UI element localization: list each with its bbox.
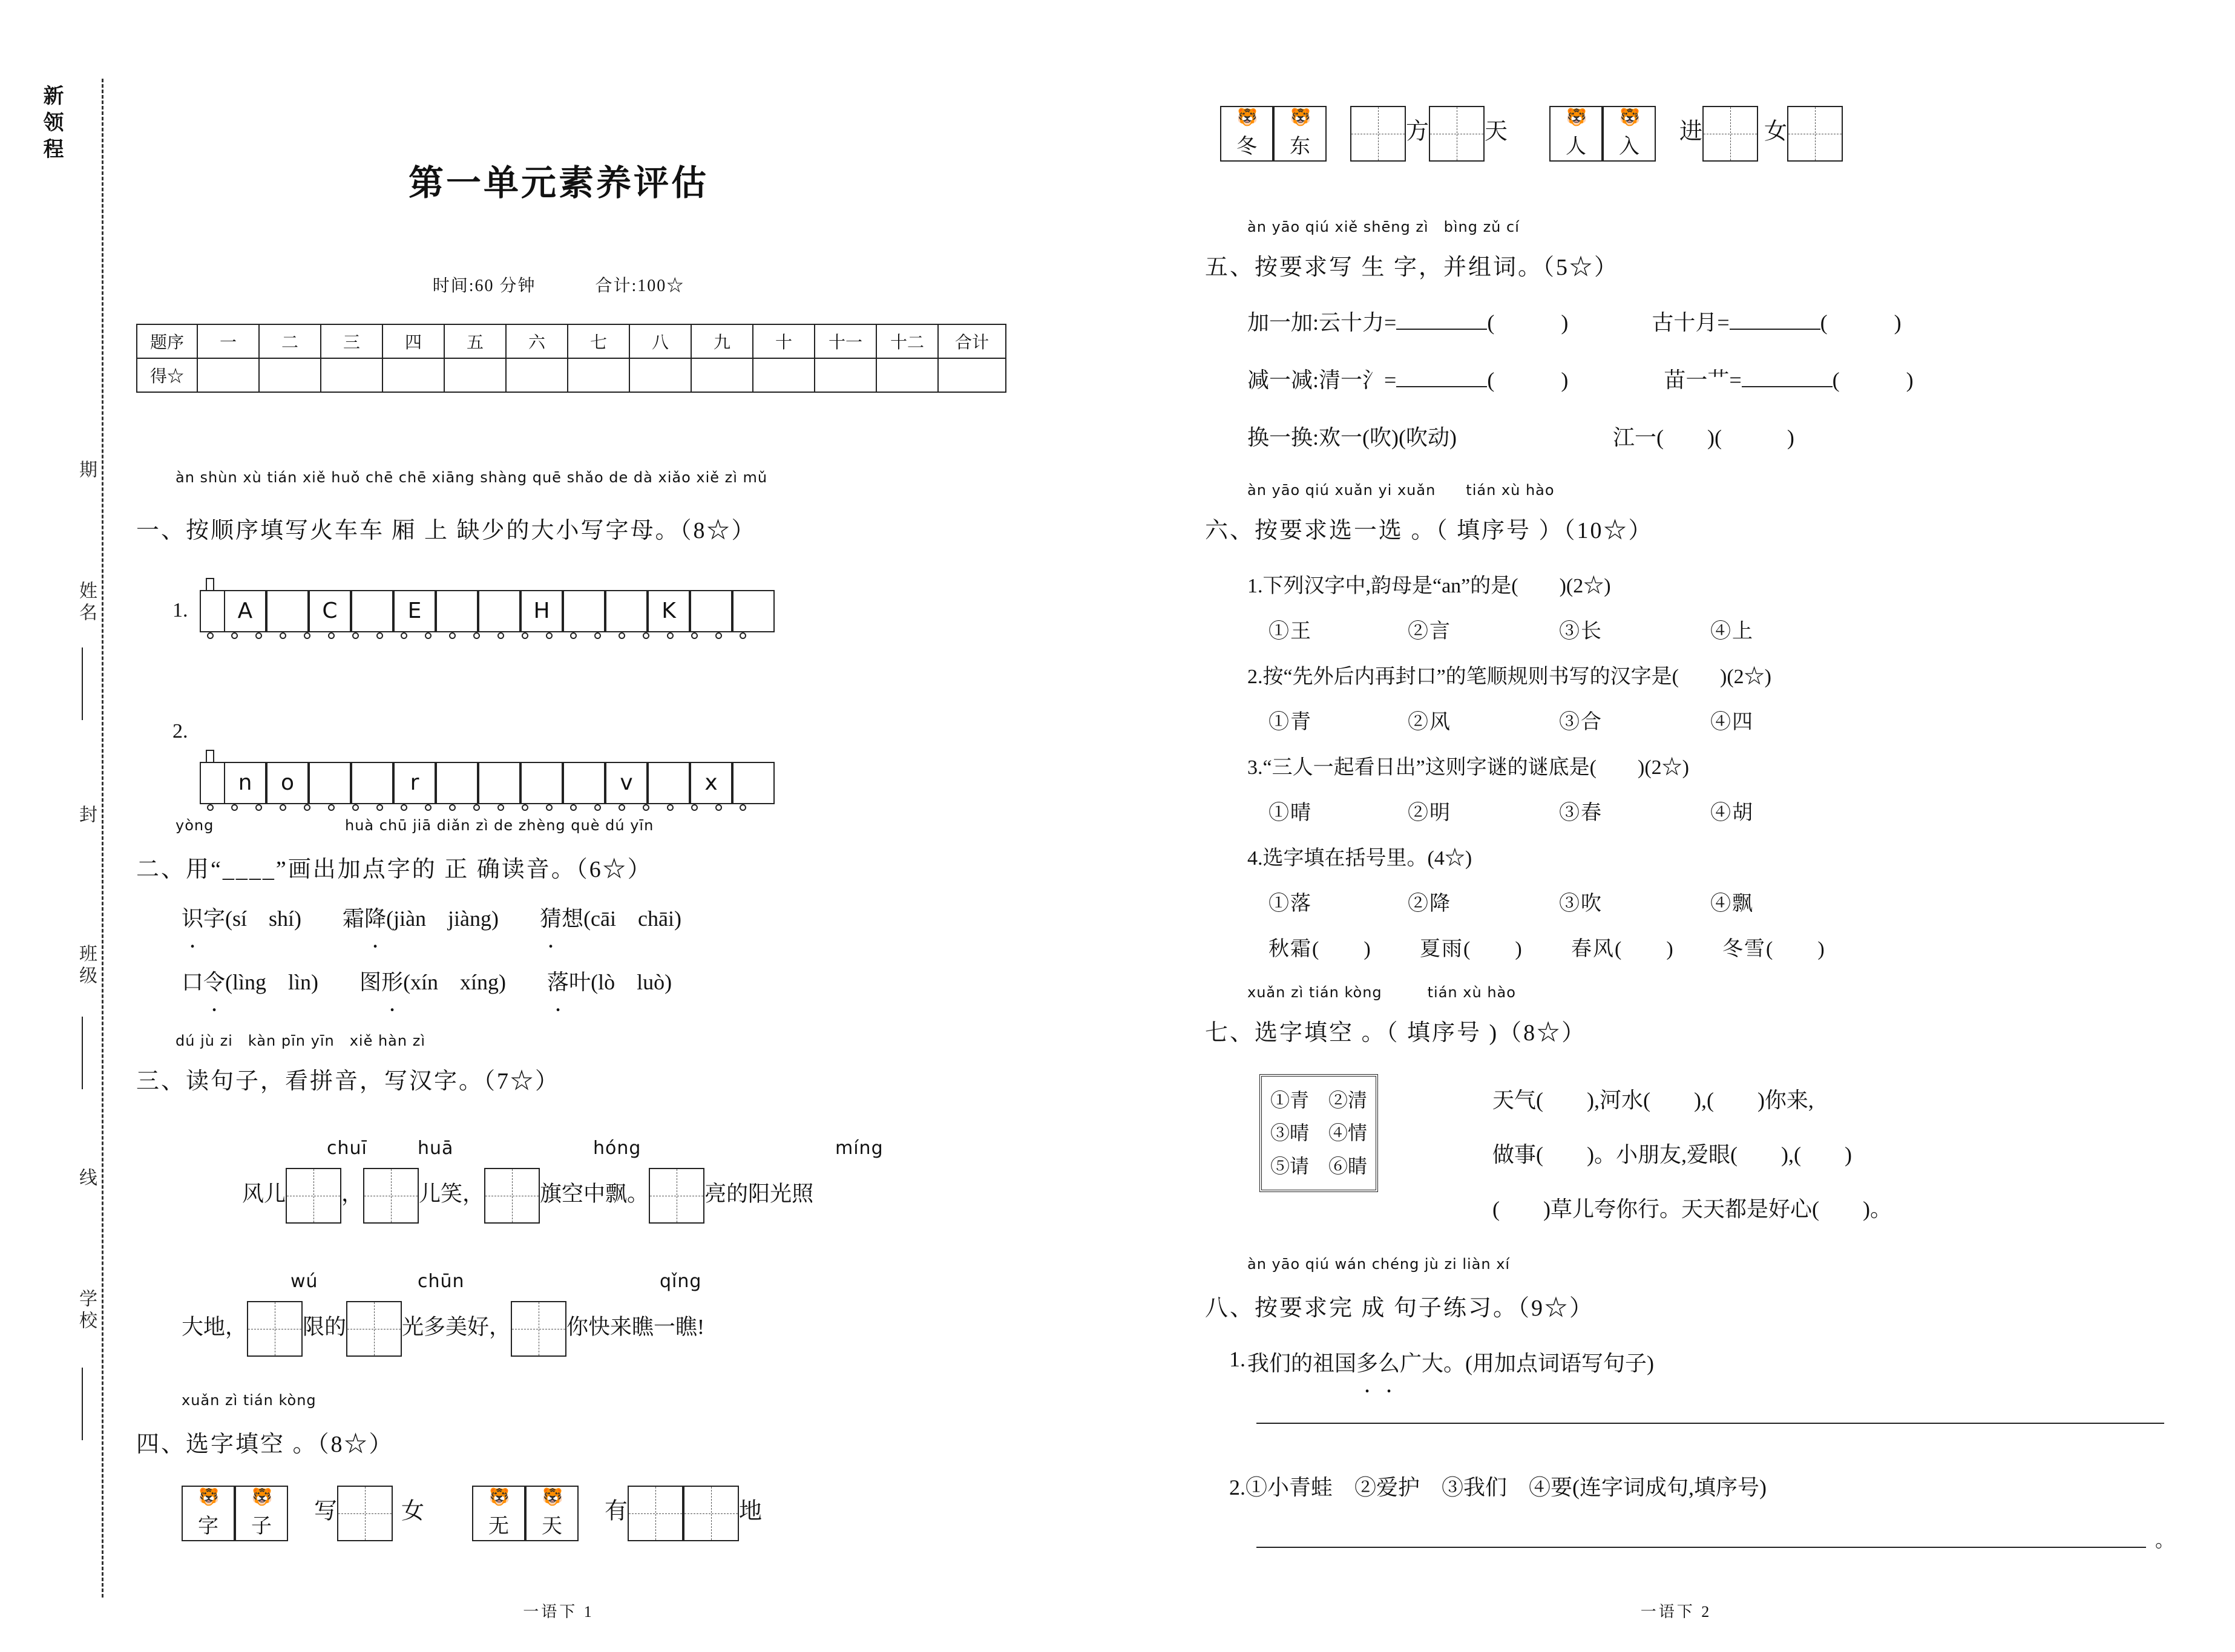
score-col-8: 八 [629, 324, 691, 358]
q7-opt-line-2: ③晴 ④情 [1270, 1122, 1368, 1144]
q5-row-3 [1247, 421, 1794, 451]
q3-l2-box1[interactable] [247, 1301, 303, 1357]
q3-l2-t3: 光多美好， [402, 1314, 511, 1339]
q8-answer-line-1[interactable] [1256, 1422, 2164, 1424]
score-table-header-row [137, 324, 1006, 358]
q6-i1-o2[interactable]: ②言 [1408, 620, 1451, 643]
q2-row-2 [182, 965, 672, 996]
q1-stem: 一、按顺序填写火车车 厢 上 缺少的大小写字母。（8☆） [136, 518, 756, 543]
q1-r1-c11[interactable]: K [648, 590, 690, 632]
q4-g2-label: 有 [605, 1498, 628, 1524]
score-value-3[interactable] [321, 358, 382, 392]
score-value-12[interactable] [876, 358, 938, 392]
q4b-box4[interactable] [1787, 106, 1843, 162]
q3-l1-box2[interactable] [363, 1168, 419, 1224]
q6-i4-o2[interactable]: ②降 [1408, 893, 1451, 915]
q8-trailing-punct: 。 [2155, 1529, 2175, 1551]
q4b-t1: 方 [1406, 119, 1429, 145]
score-col-10: 十 [753, 324, 815, 358]
q6-i2-o1[interactable]: ①青 [1268, 711, 1312, 733]
right-page [1117, 0, 2235, 1652]
q6-i3-o2[interactable]: ②明 [1408, 802, 1451, 824]
q1-r2-c3[interactable] [309, 762, 351, 804]
tiger-char-box-wu: 🐯 无 [472, 1486, 525, 1541]
q6-i4-o1[interactable]: ①落 [1268, 893, 1312, 915]
tiger-char-box-dong2: 🐯 东 [1273, 106, 1327, 162]
q6-i2-o3[interactable]: ③合 [1559, 711, 1603, 733]
q3-l1-p4: míng [835, 1138, 884, 1159]
q5-r3-right[interactable]: 江一( )( ) [1612, 425, 1794, 450]
q4b-t2: 天 [1485, 119, 1508, 145]
q3-l1-p2: huā [418, 1138, 454, 1159]
class-write-line [82, 1017, 83, 1089]
q3-l1-box3[interactable] [484, 1168, 540, 1224]
score-col-7: 七 [568, 324, 629, 358]
tiger-char-box-tian: 🐯 天 [525, 1486, 579, 1541]
q3-l2-box2[interactable] [346, 1301, 402, 1357]
q6-stem: 六、按要求选一选 。（ 填序号 ）（10☆） [1205, 518, 1653, 543]
q3-l1-p1: chuī [327, 1138, 367, 1159]
q3-l1-t2: ， [341, 1181, 364, 1206]
q4b-t3: 进 [1679, 119, 1703, 145]
q1-r2-c4[interactable] [351, 762, 393, 804]
q1-row2-label: 2. [172, 720, 188, 742]
q3-stem: 三、读句子，看拼音，写汉字。（7☆） [136, 1069, 560, 1094]
q2-item-2[interactable]: 霜降(jiàn jiàng) [343, 906, 499, 931]
q1-r1-c12[interactable] [690, 590, 732, 632]
side-class-label: 班级 [76, 944, 96, 988]
side-name-label: 姓名 [76, 581, 96, 624]
locomotive-icon [200, 590, 224, 632]
q1-r1-c5[interactable]: E [393, 590, 436, 632]
q1-r2-c5[interactable]: r [393, 762, 436, 804]
q3-l1-t5: 亮的阳光照 [704, 1181, 814, 1206]
q4-g1-after: 女 [401, 1498, 425, 1524]
q4-stem: 四、选字填空 。（8☆） [136, 1432, 394, 1457]
side-series-label: 新领程 [40, 85, 62, 165]
q5-r1-blank2[interactable] [1730, 329, 1820, 330]
q3-l1-box4[interactable] [649, 1168, 704, 1224]
score-col-12: 十二 [876, 324, 938, 358]
q4b-ch3: 人 [1566, 136, 1587, 158]
score-col-9: 九 [691, 324, 753, 358]
side-line-label: 线 [76, 1168, 96, 1190]
q3-l2-t2: 限的 [303, 1314, 347, 1339]
q2-stem: 二、用“____”画出加点字的 正 确读音。（6☆） [136, 857, 652, 882]
q6-i3-o4[interactable]: ④胡 [1710, 802, 1754, 824]
name-write-line [82, 647, 83, 720]
q6-fill-1[interactable]: 秋霜( ) [1268, 938, 1372, 960]
score-table [136, 324, 1006, 393]
q5-r2-blank2[interactable] [1742, 386, 1833, 387]
q6-fill-4[interactable]: 冬雪( ) [1722, 938, 1826, 960]
q3-l1-t1: 风儿 [242, 1181, 286, 1206]
score-col-4: 四 [382, 324, 444, 358]
q3-l2-p2: chūn [418, 1271, 465, 1292]
q5-row-1: 加一加:云十力= ( ) 古十月= ( ) [1247, 310, 1902, 335]
score-col-total: 合计 [938, 324, 1006, 358]
q1-r1-c7[interactable] [478, 590, 520, 632]
q4-g1-ch1: 字 [198, 1515, 218, 1538]
q4-g1-label: 写 [314, 1498, 338, 1524]
q4-g2-box2[interactable] [683, 1486, 739, 1541]
q1-r1-c6[interactable] [436, 590, 478, 632]
q5-r1-right: 古十月= [1652, 310, 1730, 335]
q2-item-1[interactable]: 识字(sí shí) [182, 906, 302, 931]
score-row-label: 题序 [137, 324, 197, 358]
q4-g2-ch1: 无 [488, 1515, 510, 1538]
q2-pinyin-a: yòng [176, 817, 214, 834]
q3-l2-p1: wú [290, 1271, 318, 1292]
school-write-line [82, 1368, 83, 1440]
q6-item-3-options [1268, 796, 1754, 825]
q5-r3-left: 换一换:欢一(吹)(吹动) [1247, 425, 1457, 450]
score-value-10[interactable] [753, 358, 815, 392]
tiger-char-box-zi2: 🐯 子 [235, 1486, 288, 1541]
q3-line-2 [182, 1301, 704, 1357]
q6-item-4-options [1268, 887, 1754, 916]
q1-r2-c11[interactable] [648, 762, 690, 804]
score-table-value-row [137, 358, 1006, 392]
q6-i1-o3[interactable]: ③长 [1559, 620, 1603, 643]
q8-answer-line-2[interactable] [1256, 1546, 2146, 1548]
q6-item-3-stem: 3.“三人一起看日出”这则字谜的谜底是( )(2☆) [1247, 756, 1689, 779]
q3-l1-t3: 儿笑， [419, 1181, 485, 1206]
exam-time: 时间:60 分钟 [432, 277, 536, 295]
q4b-box2[interactable] [1429, 106, 1485, 162]
q5-pinyin: àn yāo qiú xiě shēng zì bìng zǔ cí [1247, 218, 1520, 235]
side-school-label: 学校 [76, 1289, 96, 1332]
q7-opt-line-3: ⑤请 ⑥睛 [1270, 1155, 1368, 1177]
q5-r2-blank1[interactable] [1396, 386, 1487, 387]
q4-g2-ch2: 天 [542, 1515, 563, 1538]
q2-item-6[interactable]: 落叶(lò luò) [547, 970, 672, 994]
q4b-box1[interactable] [1350, 106, 1406, 162]
score-value-8[interactable] [629, 358, 691, 392]
q5-row-2: 减一减:清一氵= ( ) 苗一艹= ( ) [1247, 368, 1914, 392]
q6-i4-o3[interactable]: ③吹 [1559, 893, 1603, 915]
q1-r1-c10[interactable] [605, 590, 648, 632]
q3-pinyin: dú jù zi kàn pīn yīn xiě hàn zì [176, 1032, 425, 1049]
exam-total: 合计:100☆ [595, 277, 685, 295]
q6-item-2-options [1268, 705, 1754, 735]
q6-item-4-stem: 4.选字填在括号里。(4☆) [1247, 847, 1472, 870]
q7-line-3[interactable]: ( )草儿夸你行。天天都是好心( )。 [1492, 1197, 1892, 1221]
q6-i2-o4[interactable]: ④四 [1710, 711, 1754, 733]
q4-g2-after: 地 [739, 1498, 763, 1524]
q1-r2-c8[interactable] [520, 762, 563, 804]
q4-row [182, 1486, 762, 1541]
score-value-6[interactable] [506, 358, 568, 392]
q7-stem: 七、选字填空 。（ 填序号 )（8☆） [1205, 1020, 1587, 1046]
q2-row-1 [182, 902, 681, 933]
q3-l2-t1: 大地， [182, 1314, 248, 1339]
q1-r1-c8[interactable]: H [520, 590, 563, 632]
tiger-char-box-ru: 🐯 入 [1603, 106, 1656, 162]
q1-r2-c6[interactable] [436, 762, 478, 804]
q8-item-1: 我们的祖国多么广大。(用加点词语写句子) [1247, 1351, 1655, 1375]
q8-pinyin: àn yāo qiú wán chéng jù zi liàn xí [1247, 1256, 1511, 1273]
q6-i1-o1[interactable]: ①王 [1268, 620, 1312, 643]
q5-r1-left: 加一加:云十力= [1247, 310, 1397, 335]
score-value-4[interactable] [382, 358, 444, 392]
footer-right: 一语下 2 [1640, 1603, 1712, 1621]
score-col-1: 一 [197, 324, 259, 358]
score-value-7[interactable] [568, 358, 629, 392]
q2-item-4[interactable]: 口令(lìng lìn) [182, 970, 319, 994]
q4-pinyin: xuǎn zì tián kòng [182, 1392, 317, 1409]
score-value-1[interactable] [197, 358, 259, 392]
footer-left: 一语下 1 [523, 1603, 594, 1621]
q4-g2-box1[interactable] [628, 1486, 683, 1541]
q6-item-1-options [1268, 614, 1754, 644]
q1-r2-c9[interactable] [563, 762, 605, 804]
score-value-11[interactable] [815, 358, 876, 392]
q5-r1-blank1[interactable] [1396, 329, 1487, 330]
q8-item-1-number: 1. [1229, 1347, 1245, 1371]
q4b-t4: 女 [1764, 119, 1788, 145]
page-title: 第一单元素养评估 [408, 163, 709, 203]
q1-r1-c1[interactable]: A [224, 590, 266, 632]
q1-r1-c2[interactable] [266, 590, 309, 632]
q6-i1-o4[interactable]: ④上 [1710, 620, 1754, 643]
q4-g1-ch2: 子 [251, 1515, 272, 1538]
score-value-9[interactable] [691, 358, 753, 392]
side-seal-label: 封 [76, 805, 96, 827]
side-exam-label: 期 [76, 460, 96, 482]
left-page [0, 0, 1117, 1652]
q4b-box3[interactable] [1702, 106, 1758, 162]
q6-item-1-stem: 1.下列汉字中,韵母是“an”的是( )(2☆) [1247, 575, 1611, 597]
exam-meta [0, 272, 1117, 297]
q2-item-3[interactable]: 猜想(cāi chāi) [540, 906, 681, 931]
q4b-row [1220, 106, 1843, 162]
binding-dashed-line [102, 79, 103, 1598]
q5-stem: 五、按要求写 生 字，并组词。（5☆） [1205, 255, 1620, 280]
q3-l2-p3: qǐng [660, 1271, 702, 1292]
score-col-5: 五 [444, 324, 506, 358]
score-value-label: 得☆ [137, 358, 197, 392]
q1-r2-c7[interactable] [478, 762, 520, 804]
q6-i2-o2[interactable]: ②风 [1408, 711, 1451, 733]
q4-g1-box[interactable] [337, 1486, 393, 1541]
q3-l1-p3: hóng [593, 1138, 642, 1159]
locomotive-icon-2 [200, 762, 224, 804]
q7-line-2[interactable]: 做事( )。小朋友,爱眼( ),( ) [1492, 1142, 1852, 1167]
score-col-2: 二 [259, 324, 321, 358]
q1-pinyin: àn shùn xù tián xiě huǒ chē chē xiāng shàng quē shǎo de dà xiǎo xiě zì mǔ [176, 469, 768, 486]
q6-i3-o3[interactable]: ③春 [1559, 802, 1603, 824]
score-value-5[interactable] [444, 358, 506, 392]
q3-l2-t4: 你快来瞧一瞧! [566, 1314, 705, 1339]
q5-r2-left: 减一减:清一氵= [1247, 368, 1397, 392]
q6-i3-o1[interactable]: ①晴 [1268, 802, 1312, 824]
q3-line-1 [242, 1168, 813, 1224]
q1-row1-label: 1. [172, 599, 188, 621]
q1-r2-c13[interactable] [732, 762, 775, 804]
tiger-char-box-zi: 🐯 字 [182, 1486, 235, 1541]
q6-pinyin: àn yāo qiú xuǎn yi xuǎn tián xù hào [1247, 482, 1555, 499]
q4b-ch4: 入 [1619, 136, 1640, 158]
q1-r2-c2[interactable]: o [266, 762, 309, 804]
q3-l1-box1[interactable] [286, 1168, 341, 1224]
q7-pinyin: xuǎn zì tián kòng tián xù hào [1247, 984, 1516, 1001]
q1-r2-c12[interactable]: x [690, 762, 732, 804]
q7-option-box[interactable] [1259, 1074, 1378, 1192]
q6-item-2-stem: 2.按“先外后内再封口”的笔顺规则书写的汉字是( )(2☆) [1247, 666, 1771, 688]
score-value-2[interactable] [259, 358, 321, 392]
q2-item-5[interactable]: 图形(xín xíng) [359, 970, 507, 994]
q3-l2-box3[interactable] [511, 1301, 566, 1357]
q1-r2-c1[interactable]: n [224, 762, 266, 804]
q4b-ch2: 东 [1290, 136, 1310, 158]
q1-r1-c13[interactable] [732, 590, 775, 632]
q6-fill-3[interactable]: 春风( ) [1571, 938, 1675, 960]
q4b-ch1: 冬 [1236, 136, 1257, 158]
score-col-11: 十一 [815, 324, 876, 358]
q1-r1-c3[interactable]: C [309, 590, 351, 632]
q5-r2-right: 苗一艹= [1664, 368, 1742, 392]
score-value-total[interactable] [938, 358, 1006, 392]
q7-line-1[interactable]: 天气( ),河水( ),( )你来, [1492, 1088, 1814, 1112]
tiger-char-box-ren: 🐯 人 [1549, 106, 1603, 162]
score-col-3: 三 [321, 324, 382, 358]
q1-r1-c4[interactable] [351, 590, 393, 632]
q6-fill-row [1268, 932, 1826, 962]
q1-r2-c10[interactable]: v [605, 762, 648, 804]
q6-i4-o4[interactable]: ④飘 [1710, 893, 1754, 915]
q3-l1-t4: 旗空中飘。 [540, 1181, 649, 1206]
tiger-char-box-dong: 🐯 冬 [1220, 106, 1273, 162]
q7-opt-line-1: ①青 ②清 [1270, 1089, 1368, 1111]
score-col-6: 六 [506, 324, 568, 358]
q1-r1-c9[interactable] [563, 590, 605, 632]
q2-pinyin-b: huà chū jiā diǎn zì de zhèng què dú yīn [345, 817, 654, 834]
q8-stem: 八、按要求完 成 句子练习。（9☆） [1205, 1296, 1595, 1321]
q6-fill-2[interactable]: 夏雨( ) [1420, 938, 1523, 960]
q8-item-2: 2.①小青蛙 ②爱护 ③我们 ④要(连字词成句,填序号) [1229, 1475, 1767, 1500]
